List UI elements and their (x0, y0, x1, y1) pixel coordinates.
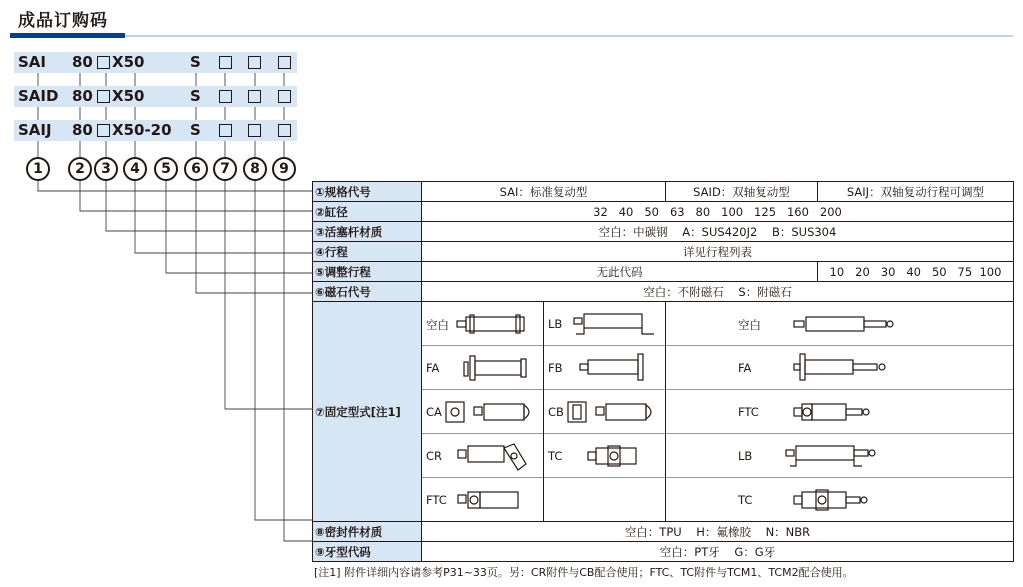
table-row (313, 542, 1014, 562)
mount-cell: LB (544, 302, 665, 345)
cell: 32 40 50 63 80 100 125 160 200 (422, 202, 1014, 222)
cylinder-tc-icon (584, 443, 664, 469)
circle-number-8: 8 (243, 157, 267, 181)
cylinder-double-rod-ftc-icon (792, 399, 902, 425)
bore-code: 80 (72, 87, 93, 105)
cylinder-double-rod-fa-icon (792, 352, 902, 384)
series-code: SAIJ (18, 121, 52, 139)
circle-number-9: 9 (272, 157, 296, 181)
mount-cell: CA (422, 389, 543, 433)
magnet-code: S (190, 53, 201, 71)
row-label: ⑧密封件材质 (313, 522, 422, 542)
cylinder-cr-icon (454, 440, 544, 472)
row-label: ①规格代号 (313, 182, 422, 202)
row-label: ⑤调整行程 (313, 262, 422, 282)
bore-code: 80 (72, 121, 93, 139)
mount-cell: LB (666, 433, 1013, 477)
series-code: SAI (18, 53, 46, 71)
cylinder-fb-icon (576, 352, 662, 384)
circle-number-4: 4 (123, 157, 147, 181)
spec-table (312, 181, 1014, 562)
circle-number-2: 2 (68, 157, 92, 181)
mount-cell: FB (544, 345, 665, 389)
cylinder-cb-icon (566, 399, 662, 425)
page-title: 成品订购码 (18, 11, 108, 31)
cell: 详见行程列表 (422, 242, 1014, 262)
table-row (313, 202, 1014, 222)
mount-cell: CB (544, 389, 665, 433)
table-row (313, 262, 1014, 282)
cell: 无此代码 (422, 262, 818, 282)
mount-cell: FTC (422, 477, 543, 521)
circle-number-3: 3 (94, 157, 118, 181)
magnet-code: S (190, 121, 201, 139)
cylinder-ftc-icon (454, 487, 534, 513)
table-row (313, 282, 1014, 302)
circle-number-6: 6 (184, 157, 208, 181)
footnote: [注1] 附件详细内容请参考P31~33页。另：CR附件与CB配合使用；FTC、TC附件与TCM1、TCM2配合使用。 (314, 566, 854, 579)
cell: SAIJ：双轴复动行程可调型 (818, 182, 1014, 202)
table-row (313, 522, 1014, 542)
cell: 10 20 30 40 50 75 100 (818, 262, 1014, 282)
cylinder-double-rod-tc-icon (792, 487, 902, 513)
cell: 空白：PT牙 G：G牙 (422, 542, 1014, 562)
cylinder-basic-icon (454, 313, 534, 335)
table-row (313, 222, 1014, 242)
mount-cell: TC (544, 433, 665, 477)
row-label: ②缸径 (313, 202, 422, 222)
mount-col-2 (544, 302, 666, 522)
cylinder-fa-icon (454, 354, 540, 382)
mount-col-3 (666, 302, 1014, 522)
cylinder-double-rod-lb-icon (784, 440, 894, 472)
row-label: ⑦固定型式[注1] (313, 302, 422, 522)
table-row (313, 182, 1014, 202)
cylinder-ca-icon (444, 399, 540, 425)
cell: 空白：中碳钢 A：SUS420J2 B：SUS304 (422, 222, 1014, 242)
row-label: ③活塞杆材质 (313, 222, 422, 242)
mount-cell: TC (666, 477, 1013, 521)
mount-cell: FTC (666, 389, 1013, 433)
row-label: ⑥磁石代号 (313, 282, 422, 302)
stroke-code: X50 (112, 53, 145, 71)
cylinder-lb-icon (570, 308, 662, 340)
mount-cell: 空白 (666, 302, 1013, 345)
row-label: ⑨牙型代码 (313, 542, 422, 562)
circle-number-5: 5 (154, 157, 178, 181)
mount-cell: FA (666, 345, 1013, 389)
mount-cell (544, 477, 665, 521)
cell: 空白：不附磁石 S：附磁石 (422, 282, 1014, 302)
stroke-code: X50 (112, 87, 145, 105)
bore-code: 80 (72, 53, 93, 71)
circle-number-1: 1 (26, 157, 50, 181)
table-row (313, 242, 1014, 262)
mount-cell: FA (422, 345, 543, 389)
mount-cell: 空白 (422, 302, 543, 345)
cylinder-double-rod-icon (792, 313, 902, 335)
magnet-code: S (190, 87, 201, 105)
cell: SAI：标准复动型 (422, 182, 666, 202)
stroke-code: X50-20 (112, 121, 172, 139)
mount-col-1 (422, 302, 544, 522)
row-label: ④行程 (313, 242, 422, 262)
circle-number-7: 7 (213, 157, 237, 181)
mount-cell: CR (422, 433, 543, 477)
cell: SAID：双轴复动型 (666, 182, 818, 202)
cell: 空白：TPU H：氟橡胶 N：NBR (422, 522, 1014, 542)
series-code: SAID (18, 87, 59, 105)
table-row (313, 302, 1014, 522)
